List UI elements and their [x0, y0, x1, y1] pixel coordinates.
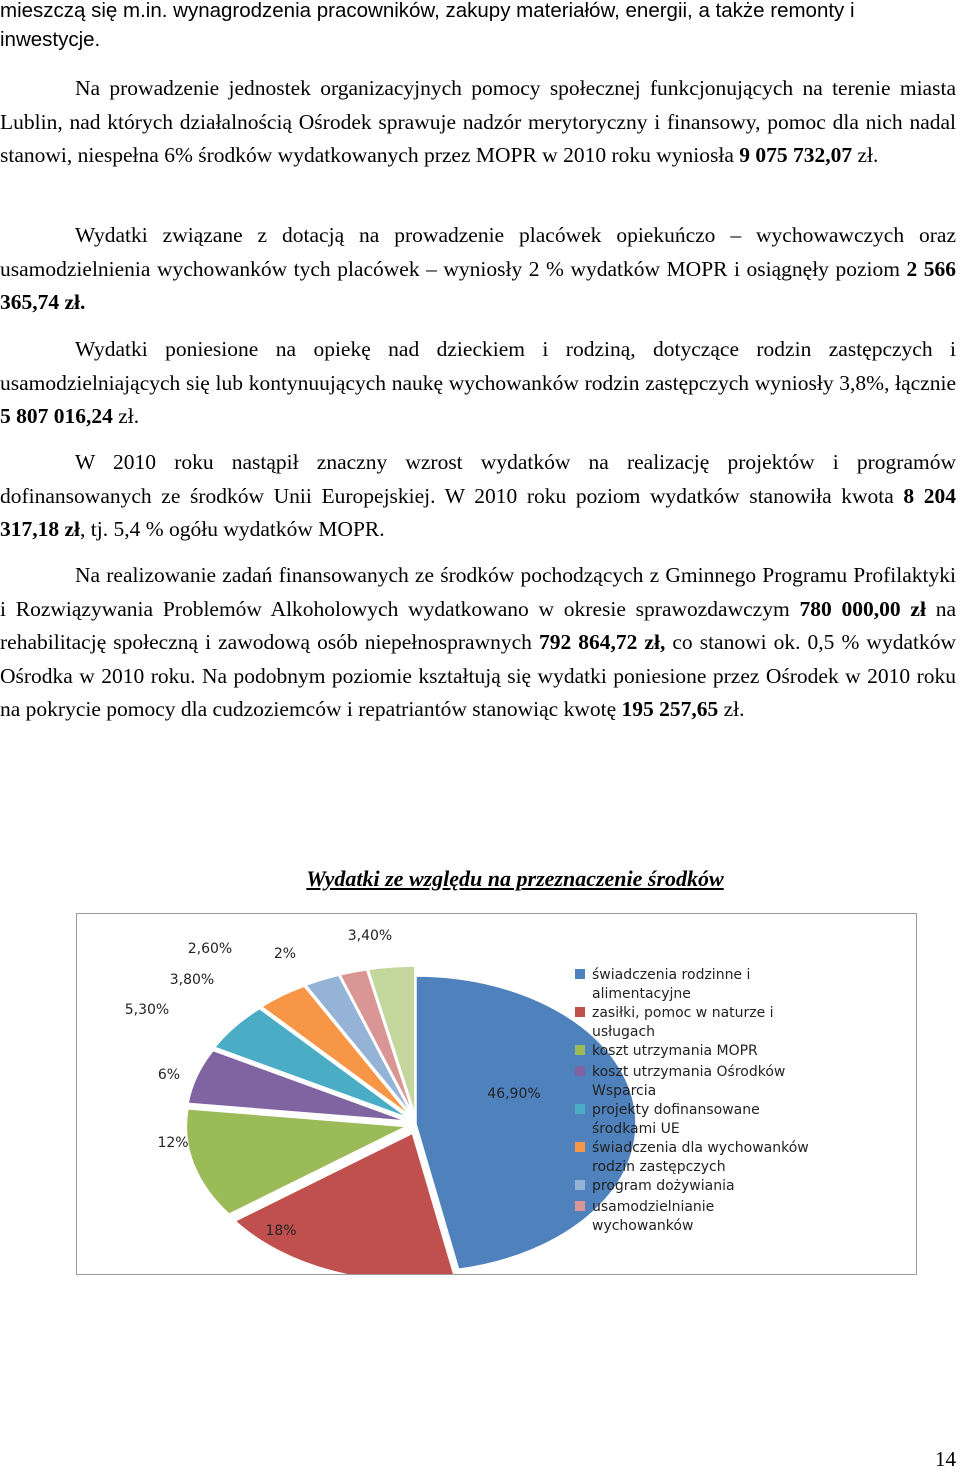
paragraph-text: Wydatki poniesione na opiekę nad dzieckiem i rodziną, dotyczące rodzin zastępczych i usamodzielniających się lub kontynuujących naukę wychowanków rodzin zastępczych wyniosły 3,8%, łącznie	[0, 337, 956, 395]
legend-label: świadczenia dla wychowanków	[592, 1140, 809, 1156]
legend-swatch	[575, 969, 585, 979]
legend-swatch	[575, 1007, 585, 1017]
legend-label: projekty dofinansowane	[592, 1102, 760, 1118]
amount-bold: 195 257,65	[621, 697, 719, 722]
legend-label: usamodzielnianie	[592, 1199, 715, 1215]
legend-swatch	[575, 1045, 585, 1055]
paragraph-text: Wydatki związane z dotacją na prowadzenie placówek opiekuńczo – wychowawczych oraz usamodzielnienia wychowanków tych placówek – wyniosły 2 % wydatków MOPR i osiągnęły poziom	[0, 223, 956, 281]
pie-data-label: 3,40%	[347, 928, 393, 944]
paragraph-text: W 2010 roku nastąpił znaczny wzrost wydatków na realizację projektów i programów dofinansowanych ze środków Unii Europejskiej. W 2010 roku poziom wydatków stanowiła kwota	[0, 450, 956, 508]
pie-data-label: 3,80%	[169, 972, 215, 988]
paragraph-text: mieszczą się m.in. wynagrodzenia pracowników, zakupy materiałów, energii, a także remonty i inwestycje.	[0, 0, 855, 51]
pie-data-label: 18%	[265, 1223, 297, 1239]
pie-chart-svg	[77, 914, 916, 1274]
legend-swatch	[575, 1066, 585, 1076]
legend-label: program dożywiania	[592, 1178, 735, 1194]
pie-data-label: 6%	[157, 1067, 181, 1083]
legend-label: alimentacyjne	[592, 986, 691, 1002]
pie-data-label: 2,60%	[187, 941, 233, 957]
paragraph-text: Na realizowanie zadań finansowanych ze środków pochodzących z Gminnego Programu Profilaktyki i Rozwiązywania Problemów Alkoholowych wydatkowano w okresie sprawozdawczym	[0, 563, 956, 621]
amount-bold: 2 566 365,74 zł.	[0, 256, 956, 315]
pie-data-label: 46,90%	[487, 1086, 541, 1102]
amount-bold: 8 204 317,18 zł	[0, 483, 957, 542]
pie-data-label: 5,30%	[124, 1002, 170, 1018]
paragraph-placowki	[0, 219, 956, 320]
paragraph-text: zł.	[112, 404, 140, 429]
amount-bold: 792 864,72 zł,	[538, 630, 666, 655]
paragraph-jednostki	[0, 72, 956, 173]
legend-label: wychowanków	[592, 1218, 694, 1234]
legend-label: koszt utrzymania Ośrodków	[592, 1064, 786, 1080]
legend-swatch	[575, 1180, 585, 1190]
amount-bold: 5 807 016,24	[0, 404, 113, 429]
amount-bold: 780 000,00 zł	[799, 596, 926, 621]
legend-label: usługach	[592, 1024, 656, 1040]
legend-label: Wsparcia	[592, 1083, 657, 1099]
paragraph-text: na rehabilitację społeczną i zawodową osób niepełnosprawnych	[0, 596, 956, 655]
paragraph-text: co stanowi ok. 0,5 % wydatków Ośrodka w 2010 roku. Na podobnym poziomie kształtują się wydatki poniesione przez Ośrodek w 2010 roku na pokrycie pomocy dla cudzoziemców i repatriantów stanowiąc kwotę	[0, 630, 956, 722]
paragraph-opieka	[0, 333, 956, 434]
legend-label: koszt utrzymania MOPR	[592, 1043, 758, 1059]
pie-chart	[76, 913, 917, 1275]
paragraph-text: zł.	[852, 143, 879, 168]
legend-swatch	[575, 1142, 585, 1152]
legend-label: świadczenia rodzinne i	[592, 967, 751, 983]
pie-data-label: 2%	[273, 946, 297, 962]
chart-title: Wydatki ze względu na przeznaczenie środków	[306, 866, 724, 891]
paragraph-text: , tj. 5,4 % ogółu wydatków MOPR.	[80, 517, 385, 542]
page-number: 14	[935, 1447, 956, 1471]
pie-data-label: 12%	[157, 1135, 189, 1151]
legend-label: zasiłki, pomoc w naturze i	[592, 1005, 774, 1021]
paragraph-continuation	[0, 0, 956, 54]
paragraph-text: Na prowadzenie jednostek organizacyjnych pomocy społecznej funkcjonujących na terenie miasta Lublin, nad których działalnością Ośrodek sprawuje nadzór merytoryczny i finansowy, pomoc dla nich nadal stanowi, niespełna 6% środków wydatkowanych przez MOPR w 2010 roku wyniosła	[0, 76, 956, 168]
legend-swatch	[575, 1201, 585, 1211]
paragraph-text: zł.	[718, 697, 745, 722]
paragraph-ue	[0, 446, 956, 547]
legend-label: środkami UE	[592, 1121, 680, 1137]
paragraph-gminny-program	[0, 559, 956, 727]
legend-swatch	[575, 1104, 585, 1114]
legend-label: rodzin zastępczych	[592, 1159, 726, 1175]
amount-bold: 9 075 732,07	[739, 143, 853, 168]
